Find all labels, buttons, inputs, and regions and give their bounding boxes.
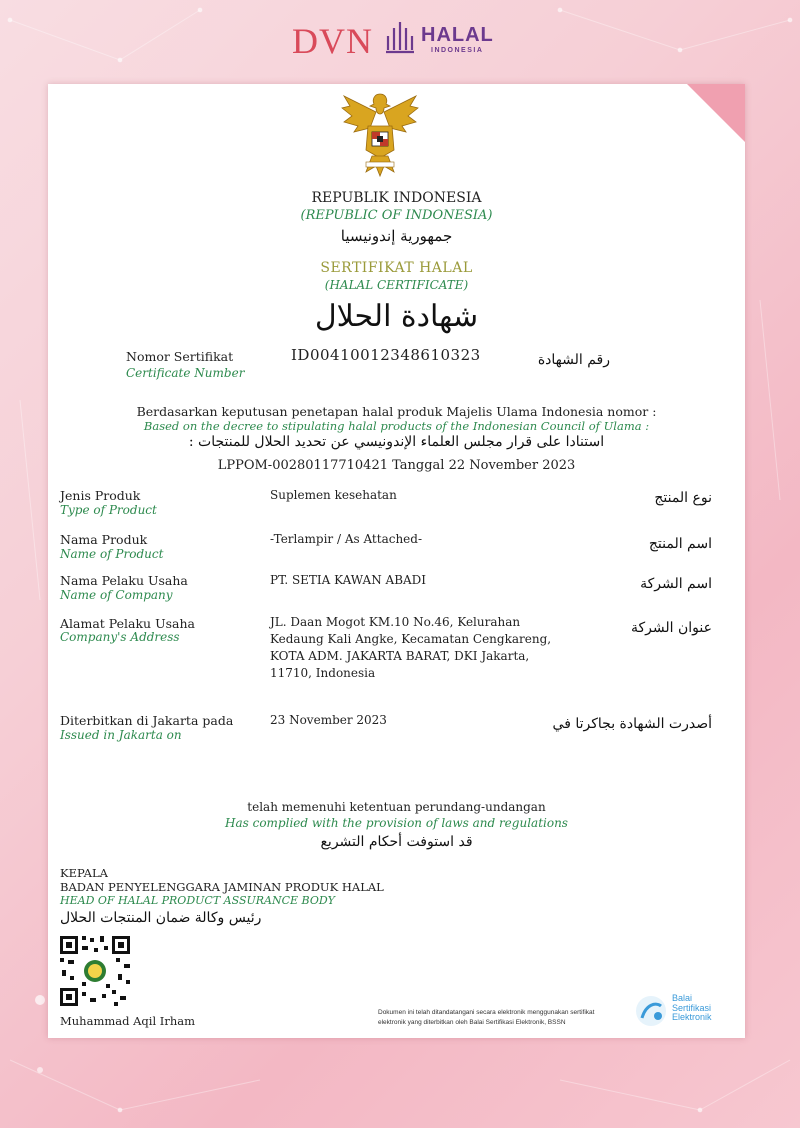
address-line: Kedaung Kali Angke, Kecamatan Cengkareng,: [270, 632, 552, 646]
cert-number-label: Nomor Sertifikat: [126, 349, 234, 364]
field-label-en: Name of Company: [60, 588, 173, 602]
qr-code-icon: [58, 934, 132, 1008]
esign-note-line: Dokumen ini telah ditandatangani secara elektronik menggunakan sertifikat: [378, 1009, 595, 1016]
field-label-ar: أصدرت الشهادة بجاكرتا في: [552, 716, 712, 732]
republic-title-ar: جمهورية إندونيسيا: [340, 227, 453, 245]
field-value: PT. SETIA KAWAN ABADI: [270, 573, 427, 587]
bsre-line: Elektronik: [672, 1012, 712, 1022]
republik-title: REPUBLIK INDONESIA: [311, 190, 482, 206]
cert-number-label-en: Certificate Number: [126, 366, 245, 380]
field-label: Nama Pelaku Usaha: [60, 573, 188, 588]
bsre-line: Sertifikasi: [672, 1002, 712, 1013]
basis-text-ar: استنادا على قرار مجلس العلماء الإندونيسي عن تحديد الحلال للمنتجات :: [188, 434, 605, 450]
field-label-ar: نوع المنتج: [654, 490, 712, 506]
field-label-en: Type of Product: [60, 503, 157, 517]
bsre-logo-icon: [634, 994, 668, 1028]
bsre-line: Balai: [672, 993, 693, 1003]
certificate-document: [48, 84, 745, 1038]
certificate-title: SERTIFIKAT HALAL: [320, 260, 473, 276]
compliance-text: telah memenuhi ketentuan perundang-undangan: [247, 800, 546, 814]
field-label-ar: اسم المنتج: [648, 536, 712, 552]
field-value: Suplemen kesehatan: [270, 488, 397, 502]
field-value: -Terlampir / As Attached-: [270, 532, 423, 546]
signatory-body: BADAN PENYELENGGARA JAMINAN PRODUK HALAL: [60, 880, 384, 894]
halal-logo-subtext: INDONESIA: [431, 47, 484, 54]
brand-header: [0, 18, 800, 61]
garuda-emblem-icon: [336, 88, 424, 178]
republic-title-en: (REPUBLIC OF INDONESIA): [300, 208, 493, 223]
field-label: Diterbitkan di Jakarta pada: [60, 713, 234, 728]
signatory-body-en: HEAD OF HALAL PRODUCT ASSURANCE BODY: [60, 894, 335, 907]
address-line: JL. Daan Mogot KM.10 No.46, Kelurahan: [270, 615, 521, 629]
halal-indonesia-logo-icon: [383, 20, 417, 56]
field-label: Nama Produk: [60, 532, 148, 547]
address-line: KOTA ADM. JAKARTA BARAT, DKI Jakarta,: [270, 649, 530, 663]
field-label-ar: اسم الشركة: [640, 576, 712, 592]
field-label: Jenis Produk: [60, 488, 141, 503]
certificate-title-ar: شهادة الحلال: [314, 299, 479, 334]
bsre-logo-text: [672, 994, 712, 1023]
dvn-logo: DVN: [292, 21, 373, 61]
address-value: [270, 614, 551, 682]
signatory-body-ar: رئيس وكالة ضمان المنتجات الحلال: [60, 910, 262, 926]
compliance-text-en: Has complied with the provision of laws and regulations: [225, 816, 568, 830]
electronic-signature-note: [378, 1008, 628, 1028]
decree-number: LPPOM-00280117710421 Tanggal 22 November 2023: [217, 458, 576, 473]
compliance-text-ar: قد استوفت أحكام التشريع: [320, 834, 473, 850]
address-line: 11710, Indonesia: [270, 666, 376, 680]
corner-decoration: [687, 84, 745, 142]
field-label: Alamat Pelaku Usaha: [60, 616, 195, 631]
certificate-title-en: (HALAL CERTIFICATE): [324, 278, 469, 292]
esign-note-line: elektronik yang diterbitkan oleh Balai Sertifikasi Elektronik, BSSN: [378, 1019, 566, 1026]
cert-number-label-ar: رقم الشهادة: [537, 352, 610, 368]
signatory-name: Muhammad Aqil Irham: [60, 1014, 196, 1028]
field-label-en: Issued in Jakarta on: [60, 728, 182, 742]
signatory-title: KEPALA: [60, 866, 108, 880]
field-label-ar: عنوان الشركة: [631, 620, 712, 636]
field-label-en: Company's Address: [60, 630, 180, 644]
basis-text-en: Based on the decree to stipulating halal products of the Indonesian Council of Ulama :: [143, 419, 650, 433]
field-value: 23 November 2023: [270, 713, 387, 727]
cert-number-value: ID00410012348610323: [291, 346, 481, 364]
field-label-en: Name of Product: [60, 547, 164, 561]
basis-text: Berdasarkan keputusan penetapan halal produk Majelis Ulama Indonesia nomor :: [136, 404, 657, 419]
halal-logo-text: HALAL: [421, 24, 494, 46]
